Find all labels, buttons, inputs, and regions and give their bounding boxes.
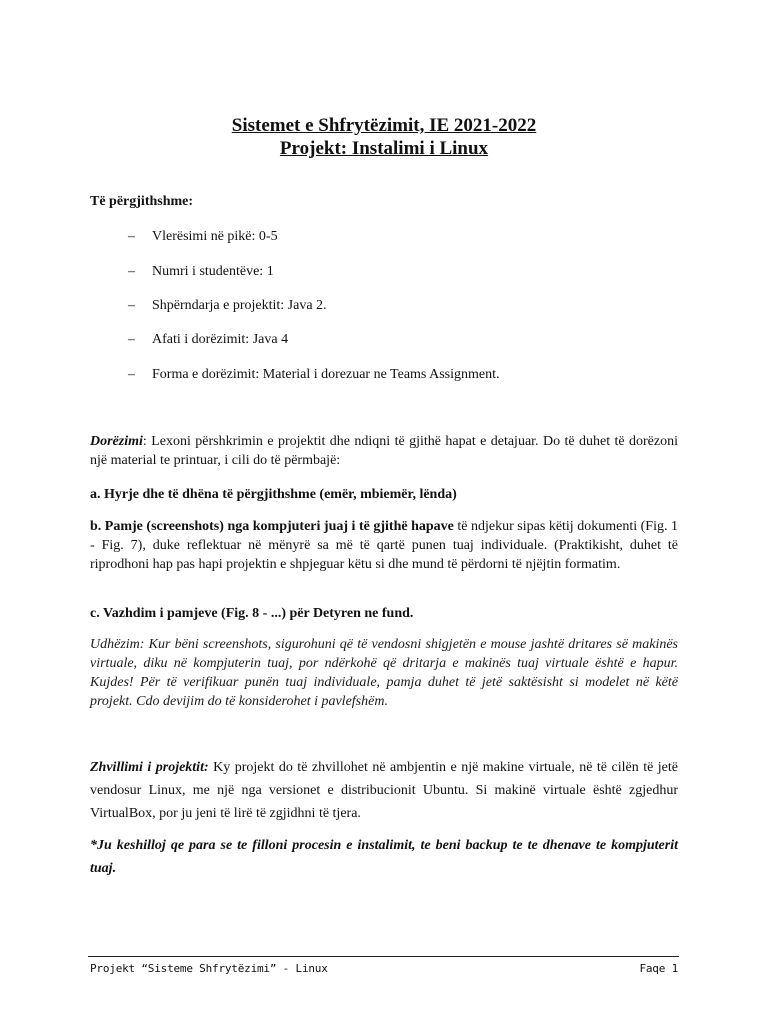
submission-text: Lexoni përshkrimin e projektit dhe ndiqni të gjithë hapat e detajuar. Do të duhet të dorëzoni një material te printuar, i cili do të përmbajë: bbox=[90, 434, 678, 468]
development-label: Zhvillimi i projektit: bbox=[90, 760, 209, 775]
general-heading: Të përgjithshme: bbox=[90, 194, 194, 209]
list-item bbox=[128, 332, 288, 348]
list-bullet: – bbox=[128, 229, 135, 244]
list-item-text: Vlerësimi në pikë: 0-5 bbox=[152, 229, 278, 244]
item-b-bold: b. Pamje (screenshots) nga kompjuteri juaj i të gjithë hapave bbox=[90, 519, 454, 534]
backup-advice: *Ju keshilloj qe para se te filloni procesin e instalimit, te beni backup te te dhenave te kompjuterit tuaj. bbox=[90, 838, 678, 876]
guidance-note: Udhëzim: Kur bëni screenshots, sigurohuni që të vendosni shigjetën e mouse jashtë dritares së makinës virtuale, diku në kompjuterin tuaj, por ndërkohë që dritarja e makinës tuaj virtuale është e hapur. Kujdes! Për të verifikuar punën tuaj individuale, pamja duhet të jetë saktësisht si modelet në këtë projekt. Cdo devijim do të konsiderohet i pavlefshëm. bbox=[90, 637, 678, 709]
item-c: c. Vazhdim i pamjeve (Fig. 8 - ...) për Detyren ne fund. bbox=[90, 606, 414, 621]
item-a: a. Hyrje dhe të dhëna të përgjithshme (emër, mbiemër, lënda) bbox=[90, 487, 457, 502]
document-title: Sistemet e Shfrytëzimit, IE 2021-2022 bbox=[231, 115, 537, 136]
list-item bbox=[128, 298, 327, 314]
footer-project-name: Projekt “Sisteme Shfrytëzimi” - Linux bbox=[90, 962, 328, 975]
list-bullet: – bbox=[128, 264, 135, 279]
list-item-text: Forma e dorëzimit: Material i dorezuar ne Teams Assignment. bbox=[152, 367, 500, 382]
list-item-text: Numri i studentëve: 1 bbox=[152, 264, 274, 279]
list-item bbox=[128, 264, 274, 280]
submission-paragraph bbox=[90, 432, 678, 470]
list-item bbox=[128, 229, 278, 245]
list-item-text: Shpërndarja e projektit: Java 2. bbox=[152, 298, 327, 313]
list-item-text: Afati i dorëzimit: Java 4 bbox=[152, 332, 289, 347]
footer-page-number: Faqe 1 bbox=[639, 962, 678, 975]
submission-colon: : bbox=[142, 434, 147, 449]
item-b-text: të ndjekur sipas këtij dokumenti (Fig. 1 - Fig. 7), duke reflektuar në mënyrë sa më të qartë punen tuaj individuale. (Praktikisht, duhet të riprodhoni hap pas hapi projektin e shpjeguar këtu si dhe mund të përdorni të njëjtin formatim. bbox=[90, 519, 678, 572]
development-text: Ky projekt do të zhvillohet në ambjentin e një makine virtuale, në të cilën të jetë vendosur Linux, me një nga versionet e distribucionit Ubuntu. Si makinë virtuale është zgjedhur VirtualBox, por ju jeni të lirë të zgjidhni të tjera. bbox=[90, 760, 678, 821]
list-bullet: – bbox=[128, 332, 135, 347]
list-item bbox=[128, 367, 500, 383]
footer-divider bbox=[88, 956, 679, 957]
document-subtitle: Projekt: Instalimi i Linux bbox=[279, 138, 489, 159]
list-bullet: – bbox=[128, 298, 135, 313]
list-bullet: – bbox=[128, 367, 135, 382]
submission-label: Dorëzimi bbox=[90, 434, 143, 449]
development-paragraph bbox=[90, 756, 678, 825]
item-b bbox=[90, 517, 678, 574]
